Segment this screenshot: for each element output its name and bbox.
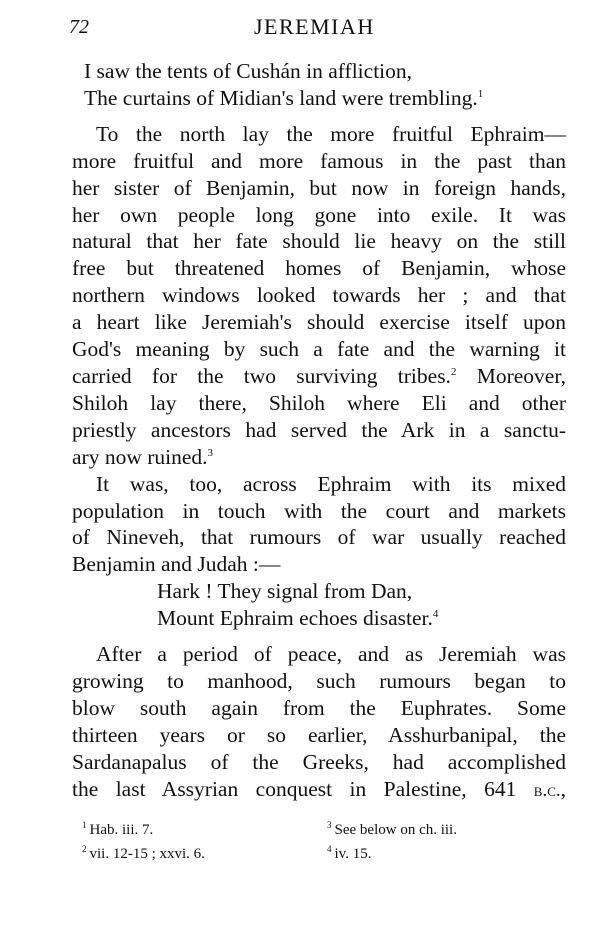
poem-line: The curtains of Midian's land were trembling.$^1$ <box>84 85 484 110</box>
body-text <box>72 58 566 804</box>
page-number: 72 <box>69 16 89 38</box>
paragraph-ephraim <box>72 121 566 471</box>
text-line: a heart like Jeremiah's should exercise itself upon <box>72 310 566 335</box>
footnote-4: $^4$ iv. 15. <box>327 844 372 862</box>
text-line: more fruitful and more famous in the past than <box>72 148 566 173</box>
era-abbreviation: b.c. <box>533 779 561 801</box>
text-line: To the north lay the more fruitful Ephraim— <box>96 121 566 146</box>
text-line: of Nineveh, that rumours of war usually reached <box>72 525 566 550</box>
text-line: After a period of peace, and as Jeremiah was <box>96 642 566 667</box>
poem-line: Hark ! They signal from Dan, <box>157 579 413 604</box>
footnote-ref: 3 <box>207 446 214 459</box>
footnotes <box>82 818 542 866</box>
text-line: God's meaning by such a fate and the warning it <box>72 337 566 362</box>
footnote-ref: 4 <box>432 607 439 620</box>
paragraph-nineveh <box>72 471 566 579</box>
text-line: natural that her fate should lie heavy on the still <box>72 229 566 254</box>
footnote-1: $^1$ Hab. iii. 7. <box>82 820 154 838</box>
footnote-row <box>82 842 542 866</box>
text-line: carried for the two surviving tribes.$^2$ Moreover, <box>72 363 566 388</box>
text-line: her sister of Benjamin, but now in foreign hands, <box>72 175 566 200</box>
footnote-2: $^2$ vii. 12-15 ; xxvi. 6. <box>82 844 205 862</box>
text-line: her own people long gone into exile. It was <box>72 202 566 227</box>
text-line: northern windows looked towards her ; and that <box>72 283 566 308</box>
footnote-ref: 2 <box>450 365 457 378</box>
paragraph-euphrates <box>72 641 566 804</box>
text-line: blow south again from the Euphrates. Some <box>72 695 566 720</box>
text-line: Benjamin and Judah :— <box>72 552 281 577</box>
poem-line: I saw the tents of Cushán in affliction, <box>84 59 413 83</box>
text-line: growing to manhood, such rumours began to <box>72 668 566 693</box>
text-line: the last Assyrian conquest in Palestine, 641 b.c., <box>72 776 566 801</box>
text-line: population in touch with the court and markets <box>72 498 566 523</box>
text-line: It was, too, across Ephraim with its mixed <box>96 471 566 496</box>
text-line: Sardanapalus of the Greeks, had accomplished <box>72 749 566 774</box>
page-header <box>0 14 612 40</box>
running-head: JEREMIAH <box>254 14 375 39</box>
text-line: free but threatened homes of Benjamin, whose <box>72 256 566 281</box>
text-line: thirteen years or so earlier, Asshurbanipal, the <box>72 722 566 747</box>
footnote-3: $^3$ See below on ch. iii. <box>327 820 457 838</box>
footnote-ref: 1 <box>477 87 484 100</box>
text-line: Shiloh lay there, Shiloh where Eli and other <box>72 390 566 415</box>
text-line: priestly ancestors had served the Ark in a sanctu- <box>72 417 566 442</box>
poem-quotation-dan <box>72 578 566 632</box>
footnote-row <box>82 818 542 842</box>
poem-line: Mount Ephraim echoes disaster.$^4$ <box>157 606 439 631</box>
text-line: ary now ruined.$^3$ <box>72 444 214 469</box>
poem-quotation-cushan <box>72 58 566 112</box>
